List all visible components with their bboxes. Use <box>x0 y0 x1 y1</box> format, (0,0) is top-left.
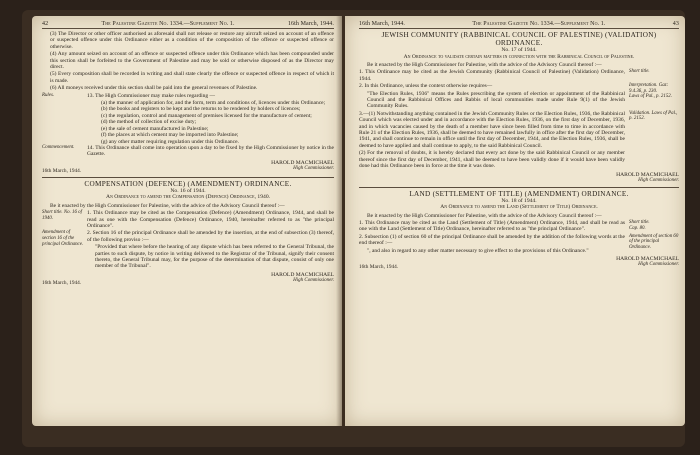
section-2 <box>359 234 679 255</box>
enacting-clause: Be it enacted by the High Commissioner for Palestine, with the advice of the Advisory Council thereof :— <box>50 202 285 209</box>
ordinance-subtitle: An Ordinance to amend the Compensation (Defence) Ordinance, 1940. <box>105 194 271 201</box>
list-item: (a) the manner of application for, and the form, term and conditions of, licences under this Ordinance; <box>101 100 326 107</box>
margin-note-short-title: Short title. <box>629 219 650 225</box>
page-number: 42 <box>42 21 49 27</box>
list-item: (e) the sale of cement manufactured in Palestine; <box>101 125 209 132</box>
ordinance-date: 16th March, 1944. <box>42 279 82 286</box>
margin-note-interpretation: Interpretation. Gaz: 9.4.36, p. 230. <box>629 83 669 94</box>
ordinance-number: No. 17 of 1944. <box>501 47 537 53</box>
section-text: 14. This Ordinance shall come into operation upon a day to be fixed by the High Commissioner by notice in the Gazette. <box>87 144 334 158</box>
divider <box>359 187 679 188</box>
right-page-header <box>359 21 679 29</box>
margin-note <box>625 220 679 234</box>
paragraph: (3) The Director or other officer authorised as aforesaid shall not release or restore any aircraft seized on account of an offence or suspected offence under this Ordinance either as a condition of the composition of the offence or suspected offence or otherwise. <box>50 31 334 50</box>
enacting-clause: Be it enacted by the High Commissioner for Palestine, with the advice of the Advisory Council thereof :— <box>367 62 602 68</box>
divider <box>42 177 334 178</box>
page-number: 43 <box>672 21 679 27</box>
header-date: 16th March, 1944. <box>359 21 406 27</box>
right-page <box>345 16 685 426</box>
ordinance-date: 16th March, 1944. <box>359 263 399 270</box>
ordinance-subtitle: An Ordinance to validate certain matters in connection with the Rabbinical Council of Palestine. <box>403 53 635 60</box>
signatory-title: High Commissioner. <box>293 277 334 283</box>
section-text: 3.—(1) Notwithstanding anything contained in the Jewish Community Rules or the Election Rules, 1936, the Rabbinical Council which was elected under and in accordance with the Election Rules, 1936, on the first day of December, 1936, and in which vacancies caused by the death of a member have since been filled from time to time in accordance with Rule 21 of the Election Rules, 1936, shall be deemed to have remained lawfully in office after the first day of December, 1941, and shall continue to remain in office until the first day of December, 1944, and the Election Rules, 1936, shall be deemed to have applied and shall continue to apply, to the said Rabbinical Council. <box>359 110 625 149</box>
list-item: (g) any other matter requiring regulation under this Ordinance. <box>101 138 239 145</box>
section-3 <box>359 111 679 171</box>
section-text: 1. This Ordinance may be cited as the Jewish Community (Rabbinical Council of Palestine) (Validation) Ordinance, 1944. <box>359 69 625 82</box>
signatory-name: HAROLD MACMICHAEL <box>271 271 334 278</box>
section-text: (2) For the removal of doubts, it is hereby declared that every act done by the said Rabbinical Council or any member thereof since the first day of December, 1941, shall be deemed to have been validly done if it would have been validly done had this Ordinance been in force at the time it was done. <box>359 150 625 170</box>
ordinance-number: No. 18 of 1944. <box>501 197 537 204</box>
signatory-title: High Commissioner. <box>638 177 679 183</box>
paragraph: (5) Every composition shall be recorded in writing and shall state clearly the offence or suspected offence in respect of which it is made. <box>50 71 334 84</box>
section-text: 1. This Ordinance may be cited as the Land (Settlement of Title) (Amendment) Ordinance, 1944, and shall be read as one with the Land (Settlement of Title) Ordinance, hereinafter referred to as "the principal Ordinance". <box>359 219 625 233</box>
ordinance-number: No. 16 of 1944. <box>170 187 206 194</box>
definition-text: "The Election Rules, 1936" means the Rules prescribing the system of election or appointment of the Rabbinical Council and the Rabbinical Offices and Rabbis of local communities made under Rule 9(1) of the Jewish Community Rules. <box>367 90 625 110</box>
margin-note: Rules. <box>42 92 55 98</box>
ordinance-title: JEWISH COMMUNITY (RABBINICAL COUNCIL OF PALESTINE) (VALIDATION) ORDINANCE. <box>381 31 657 47</box>
signatory-title: High Commissioner. <box>638 261 679 267</box>
gazette-name: The Palestine Gazette No. 1334.—Supplement No. 1. <box>101 21 235 27</box>
section-1 <box>42 210 334 230</box>
list-item: (c) the regulation, control and management of premises licensed for the manufacture of cement; <box>101 112 312 119</box>
margin-note: Amendment of section 60 of the principal Ordinance. <box>629 233 679 250</box>
margin-note-laws: Laws of Pal., p. 2152. <box>629 94 672 100</box>
commencement-section <box>42 145 334 159</box>
left-page-header <box>42 21 334 29</box>
gazette-name: The Palestine Gazette No. 1334.—Supplement No. 1. <box>472 21 606 27</box>
section-text: 2. In this Ordinance, unless the context otherwise requires— <box>359 83 493 90</box>
margin-note: Short title. No. 16 of 1940. <box>42 210 82 221</box>
section-text: 1. This Ordinance may be cited as the Compensation (Defence) (Amendment) Ordinance, 1944, and shall be read as one with the Compensation (Defence) Ordinance, 1940, hereinafter referred to as "the principal Ordinance". <box>87 210 334 229</box>
margin-note: Amendment of section 16 of the principal Ordinance. <box>42 230 84 247</box>
margin-note: Validation. Laws of Pal., p. 2152. <box>629 110 678 122</box>
section-2 <box>42 230 334 270</box>
section-text: 13. The High Commissioner may make rules regarding — <box>87 92 216 99</box>
ordinance-continuation <box>42 31 334 92</box>
margin-note: Commencement. <box>42 144 75 150</box>
ordinance-subtitle: An Ordinance to amend the Land (Settlement of Title) Ordinance. <box>440 204 598 210</box>
ordinance-title: COMPENSATION (DEFENCE) (AMENDMENT) ORDINANCE. <box>84 179 292 188</box>
list-item: (d) the method of collection of excise duty; <box>101 119 197 126</box>
ordinance-date: 16th March, 1944. <box>42 167 82 174</box>
list-item: (b) the books and registers to be kept and the returns to be rendered by holders of licences; <box>101 106 301 113</box>
proviso-text: "Provided that where before the hearing of any dispute which has been referred to the General Tribunal, the parties to such dispute, by notice in writing delivered to the Registrar of the Tribunal, signify their consent thereto, the General Tribunal may, for the purpose of the determination of that dispute, consist of only one member of the Tribunal". <box>95 244 334 270</box>
signature-block <box>359 172 679 184</box>
margin-note-cap: Cap. 80. <box>629 225 646 231</box>
paragraph: (4) Any amount seized on account of an offence or suspected offence under this Ordinance which has been compounded under this section shall be forfeited to the Government of Palestine and may be sold or otherwise disposed of as the Director may direct. <box>50 51 334 71</box>
header-date: 16th March, 1944. <box>287 21 334 27</box>
signatory-name: HAROLD MACMICHAEL <box>616 171 679 178</box>
ordinance-title: LAND (SETTLEMENT OF TITLE) (AMENDMENT) ORDINANCE. <box>409 189 629 198</box>
rules-section <box>42 93 334 145</box>
section-text: 2. Section 16 of the principal Ordinance shall be amended by the insertion, at the end of subsection (3) thereof, of the following proviso :— <box>87 230 334 243</box>
section-text: 2. Subsection (1) of section 60 of the principal Ordinance shall be amended by the addition of the following words at the end thereof :— <box>359 233 625 247</box>
section-1 <box>359 220 679 234</box>
margin-note <box>625 83 679 111</box>
signatory-name: HAROLD MACMICHAEL <box>616 255 679 262</box>
section-1 <box>359 69 679 83</box>
enacting-clause: Be it enacted by the High Commissioner for Palestine, with the advice of the Advisory Council thereof :— <box>367 212 602 219</box>
rules-list <box>87 100 334 145</box>
quote-text: ", and also in regard to any other matter necessary to give effect to the provisions of this Ordinance." <box>367 247 589 254</box>
margin-note: Short title. <box>629 69 650 75</box>
signatory-name: HAROLD MACMICHAEL <box>271 159 334 166</box>
section-2 <box>359 83 679 111</box>
paragraph: (6) All moneys received under this section shall be paid into the general revenues of Palestine. <box>50 85 258 92</box>
list-item: (f) the places at which cement may be imported into Palestine; <box>101 132 239 139</box>
left-page <box>32 16 342 426</box>
signatory-title: High Commissioner. <box>293 165 334 171</box>
